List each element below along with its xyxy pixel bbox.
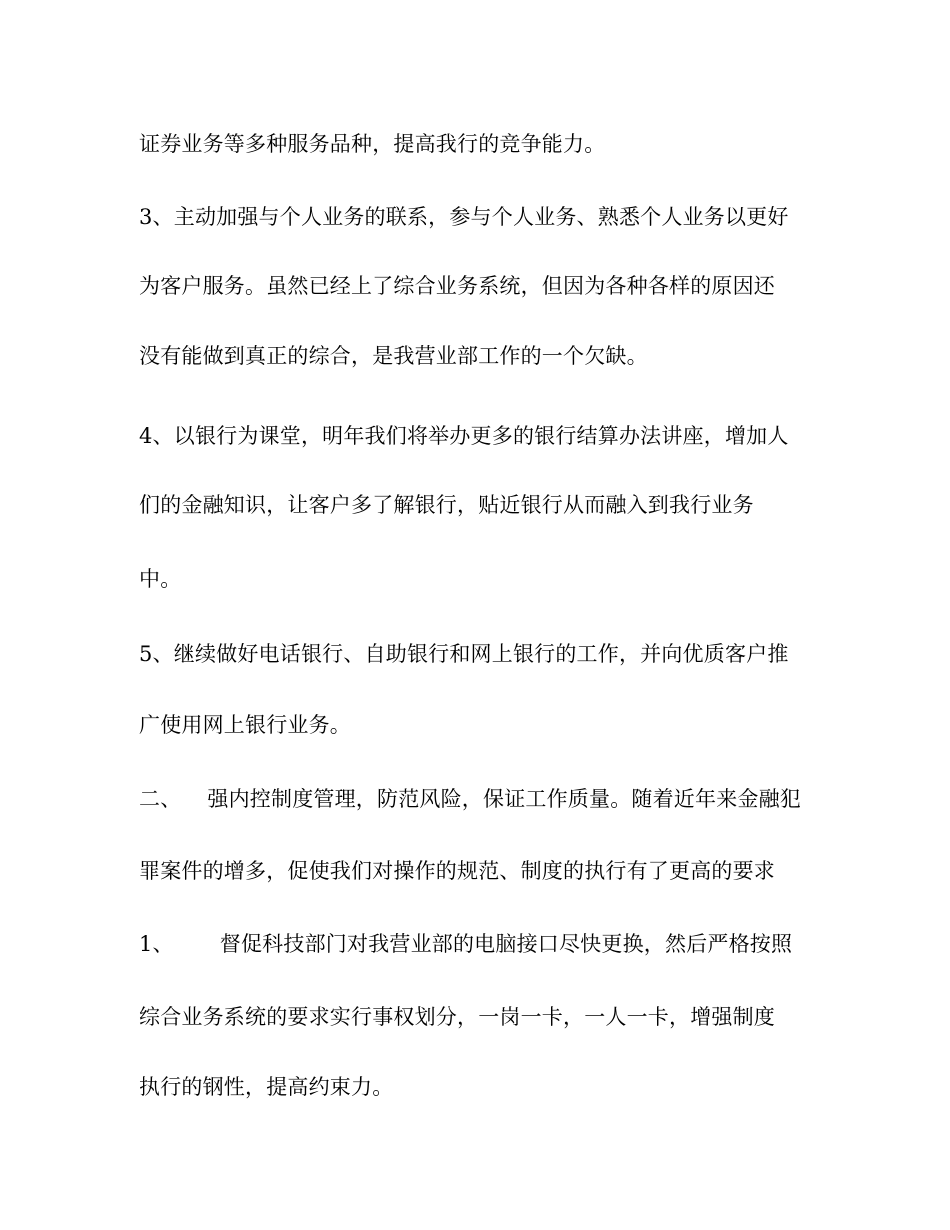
text-line: 为客户服务。虽然已经上了综合业务系统，但因为各种各样的原因还 [139,274,775,298]
section-text: 强内控制度管理，防范风险，保证工作质量。随着近年来金融犯 [207,787,802,811]
text-line: 4、以银行为课堂，明年我们将举办更多的银行结算办法讲座，增加人 [139,424,789,448]
text-line: 证券业务等多种服务品种，提高我行的竞争能力。 [139,132,606,156]
text-line: 们的金融知识，让客户多了解银行，贴近银行从而融入到我行业务 [139,493,754,517]
list-item-text: 督促科技部门对我营业部的电脑接口尽快更换，然后严格按照 [219,932,793,956]
text-line: 5、继续做好电话银行、自助银行和网上银行的工作，并向优质客户推 [139,642,789,666]
list-item-number: 1、 [139,932,174,956]
text-line: 综合业务系统的要求实行事权划分，一岗一卡，一人一卡，增强制度 [139,1005,775,1029]
text-line: 广使用网上银行业务。 [139,713,351,737]
text-line: 中。 [139,567,182,591]
text-line: 3、主动加强与个人业务的联系，参与个人业务、熟悉个人业务以更好 [139,205,789,229]
section-number: 二、 [139,787,182,811]
text-line: 没有能做到真正的综合，是我营业部工作的一个欠缺。 [139,344,648,368]
list-item-line [139,930,792,958]
text-line: 执行的钢性，提高约束力。 [139,1075,394,1099]
text-line: 罪案件的增多，促使我们对操作的规范、制度的执行有了更高的要求 [139,859,775,883]
section-heading-line [139,785,801,813]
